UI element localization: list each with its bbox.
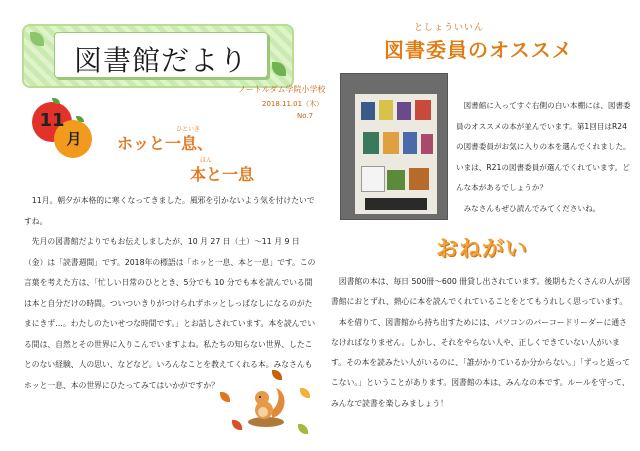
theme-line-1: ホッと一息、 [117, 134, 214, 153]
recommend-ruby: としょういいん [414, 23, 485, 33]
recommend-title: 図書委員のオススメ [384, 38, 573, 62]
issue-number: No.7 [297, 112, 314, 120]
theme-ruby-1: ひといき [176, 126, 201, 133]
title-paper [54, 32, 268, 78]
bookshelf-photo [340, 73, 448, 220]
squirrel-icon [236, 378, 296, 428]
leaf-icon [30, 32, 44, 46]
recommend-paragraph: 図書館に入ってすぐ右側の白い本棚には、図書委員のオススメの本が並んでいます。第1回目はR24 の図書委員がお気に入りの本を選んでくれました。いまは、R21の図書委員が選んでくれています。どんな本があるでしょうか？ [456, 101, 631, 192]
school-name: ノートルダム学院小学校 [238, 85, 326, 94]
month-label: 月 [66, 130, 82, 148]
left-paragraph: 11月。朝夕が本格的に寒くなってきました。風邪を引かないよう気を付けたいですね。 [24, 196, 315, 226]
theme-line-2: 本と一息 [190, 165, 255, 184]
recommend-paragraph: みなさんもぜひ読んでみてくださいね。 [463, 203, 601, 213]
recommend-article [456, 96, 634, 219]
request-article [331, 272, 631, 414]
left-article [24, 191, 316, 396]
month-badge [24, 96, 102, 160]
left-paragraph: 先月の図書館だよりでもお伝えしましたが、10 月 27 日（土）～11 月 9 日（金）は「読書週間」です。2018年の標語は「ホッと一息、本と一息」です。この言葉を考えた方は、「忙しい日常のひととき、5分でも 10 分でも本を読んでいる間は本と自分だけの時間。ついついきりがつけられずホッとしっぱなしになるのがたまにきず…。わたしのたいせつな時間です。」とお話しされています。本を読んでいる間は、自然とその世界に入りこんでいますよね。私たちの知らない世界、したことのない経験、人の思い、などなど。いろんなことを教えてくれる本。みなさんもホッと一息、本の世界にひたってみてはいかがですか？ [24, 237, 316, 390]
issue-date: 2018.11.01（木） [262, 100, 324, 108]
request-paragraph: 図書館の本は、毎日 500冊～600 冊貸し出されています。後期もたくさんの人が図書館におとずれ、熱心に本を読んでくれていることをとてもうれしく思っています。 [331, 277, 631, 307]
request-paragraph: 本を借りて、図書館から持ち出すためには、パソコンのバーコードリーダーに通さなければなりません。しかし、それをやらない人や、正しくできていない人がいます。その本を読みたい人がいるのに、「誰がかりているか分からない。」「ずっと返ってこない。」ということがあります。図書館の本は、みんなの本です。ルールを守って、みんなで読書を楽しみましょう！ [331, 317, 631, 408]
page-title: 図書館だより [73, 44, 248, 77]
month-number: 11 [39, 110, 65, 131]
leaf-icon [272, 62, 286, 76]
theme-ruby-2: ほん [200, 157, 213, 164]
leaf-icon [298, 424, 308, 434]
request-title: おねがい [436, 237, 529, 262]
title-banner [22, 24, 294, 88]
